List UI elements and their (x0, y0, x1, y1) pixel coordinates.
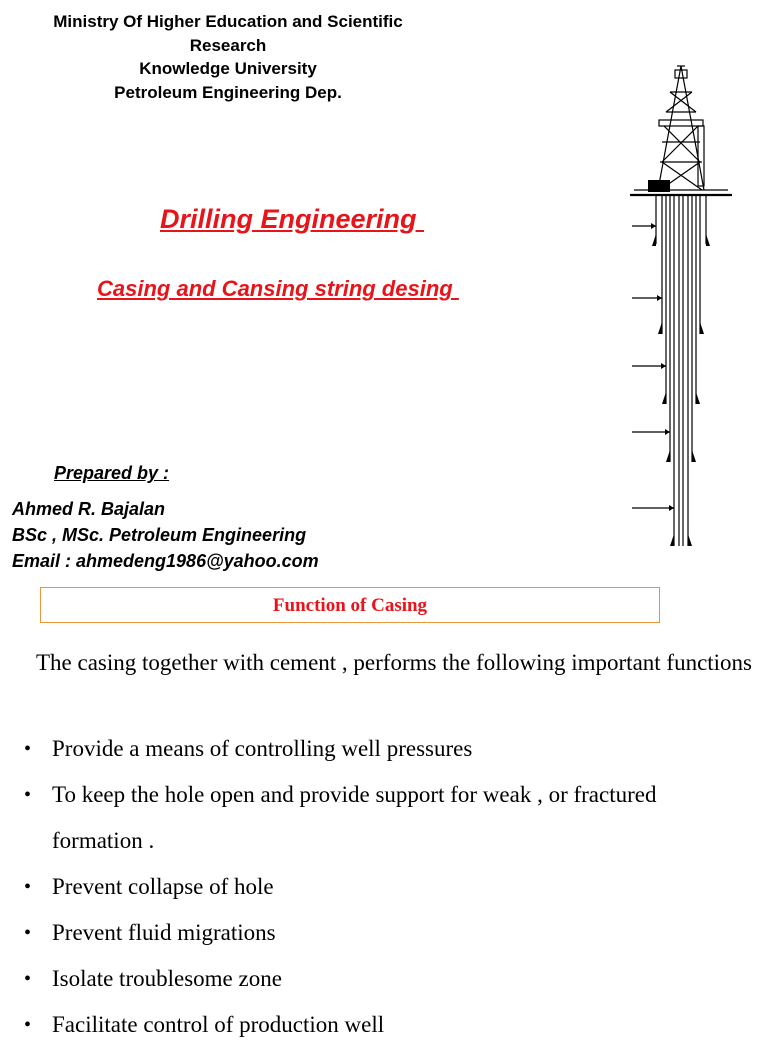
bullet-icon: • (24, 738, 32, 760)
list-item-text: Facilitate control of production well (52, 1012, 385, 1037)
drilling-rig-icon (626, 62, 736, 550)
bullet-icon: • (24, 876, 32, 898)
list-item-text: Prevent fluid migrations (52, 920, 276, 945)
document-title: Drilling Engineering (160, 204, 425, 234)
document-subtitle: Casing and Cansing string desing (97, 276, 459, 301)
author-degree: BSc , MSc. Petroleum Engineering (12, 525, 307, 545)
list-item-text: Isolate troublesome zone (52, 966, 282, 991)
department-name: Petroleum Engineering Dep. (114, 82, 342, 102)
prepared-by-label: Prepared by : (54, 463, 170, 483)
author-name: Ahmed R. Bajalan (12, 499, 166, 519)
list-item (24, 772, 744, 864)
list-item (24, 956, 744, 1002)
ministry-line-cont: Research (189, 35, 267, 55)
intro-paragraph: The casing together with cement , performs the following important functions (36, 650, 753, 675)
list-item-text: Prevent collapse of hole (52, 874, 274, 899)
institution-header (0, 10, 456, 104)
bullet-icon: • (24, 784, 32, 806)
bullet-icon: • (24, 968, 32, 990)
bullet-icon: • (24, 922, 32, 944)
list-item (24, 726, 744, 772)
list-item (24, 910, 744, 956)
author-email: Email : ahmedeng1986@yahoo.com (12, 551, 319, 571)
list-item-text: Provide a means of controlling well pressures (52, 736, 473, 761)
author-block (12, 496, 319, 574)
list-item (24, 1002, 744, 1048)
bullet-icon: • (24, 1014, 32, 1036)
list-item-text: To keep the hole open and provide support for weak , or fractured formation . (52, 782, 657, 853)
ministry-line: Ministry Of Higher Education and Scientific (53, 12, 403, 31)
list-item (24, 864, 744, 910)
section-heading-box: Function of Casing (40, 587, 660, 623)
university-name: Knowledge University (139, 59, 317, 78)
functions-list (24, 726, 744, 1048)
